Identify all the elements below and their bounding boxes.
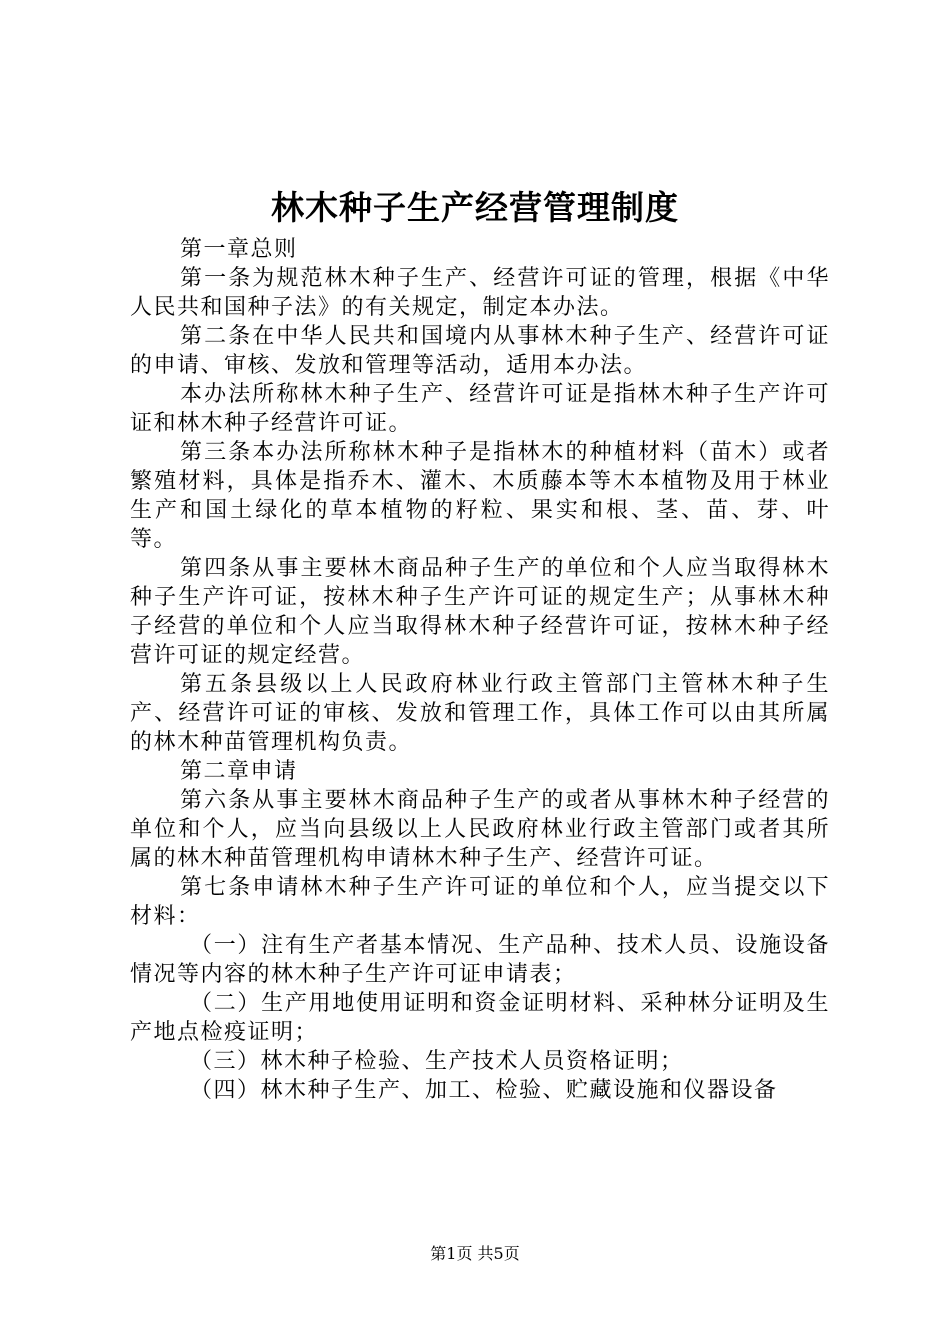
article-7-item-3: （三）林木种子检验、生产技术人员资格证明； [190, 1049, 684, 1074]
article-1: 第一条为规范林木种子生产、经营许可证的管理，根据《中华人民共和国种子法》的有关规定，制定本办法。 [130, 266, 830, 320]
article-5: 第五条县级以上人民政府林业行政主管部门主管林木种子生产、经营许可证的审核、发放和管理工作，具体工作可以由其所属的林木种苗管理机构负责。 [130, 672, 830, 755]
article-7-item-2: （二）生产用地使用证明和资金证明材料、采种林分证明及生产地点检疫证明； [130, 991, 830, 1045]
chapter-heading-2: 第二章申请 [180, 759, 298, 784]
chapter-heading-1: 第一章总则 [180, 237, 298, 262]
article-3: 第三条本办法所称林木种子是指林木的种植材料（苗木）或者繁殖材料，具体是指乔木、灌木、木质藤本等木本植物及用于林业生产和国土绿化的草本植物的籽粒、果实和根、茎、苗、芽、叶等。 [130, 440, 830, 552]
article-2-note: 本办法所称林木种子生产、经营许可证是指林木种子生产许可证和林木种子经营许可证。 [130, 382, 830, 436]
document-title: 林木种子生产经营管理制度 [271, 188, 679, 227]
article-7: 第七条申请林木种子生产许可证的单位和个人，应当提交以下材料： [130, 875, 830, 929]
article-2: 第二条在中华人民共和国境内从事林木种子生产、经营许可证的申请、审核、发放和管理等活动，适用本办法。 [130, 324, 830, 378]
page-number-footer: 第1页 共5页 [430, 1244, 520, 1263]
article-6: 第六条从事主要林木商品种子生产的或者从事林木种子经营的单位和个人，应当向县级以上人民政府林业行政主管部门或者其所属的林木种苗管理机构申请林木种子生产、经营许可证。 [130, 788, 830, 871]
document-body [130, 235, 830, 1105]
article-7-item-4: （四）林木种子生产、加工、检验、贮藏设施和仪器设备 [190, 1078, 778, 1103]
article-7-item-1: （一）注有生产者基本情况、生产品种、技术人员、设施设备情况等内容的林木种子生产许可证申请表； [130, 933, 830, 987]
article-4: 第四条从事主要林木商品种子生产的单位和个人应当取得林木种子生产许可证，按林木种子生产许可证的规定生产；从事林木种子经营的单位和个人应当取得林木种子经营许可证，按林木种子经营许可证的规定经营。 [130, 556, 830, 668]
